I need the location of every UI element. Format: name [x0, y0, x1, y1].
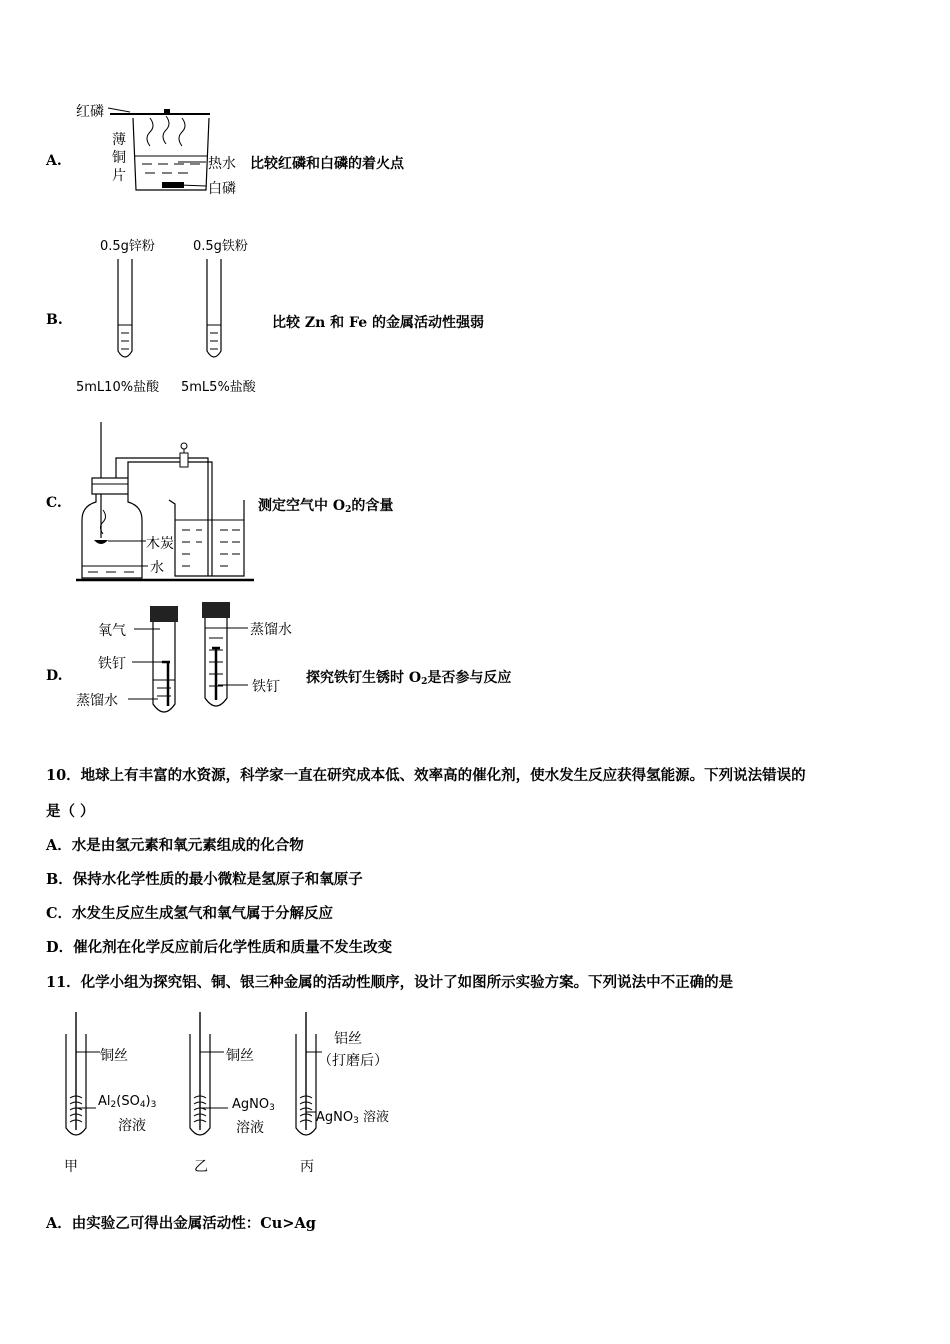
tube-jia-solution-formula: $Al_2(SO_4)_3$: [98, 1094, 157, 1110]
question-10-option-d: D．催化剂在化学反应前后化学性质和质量不发生改变: [46, 939, 393, 956]
tube-jia-wire-label: 铜丝: [100, 1048, 128, 1064]
question-10-option-a: A．水是由氢元素和氧元素组成的化合物: [46, 837, 304, 854]
label-white-phosphorus: 白磷: [208, 181, 236, 197]
tube-bing-wire-note: （打磨后）: [318, 1053, 388, 1069]
label-iron-powder: 0.5g铁粉: [193, 239, 248, 254]
label-acid-5: 5mL5%盐酸: [181, 380, 256, 395]
label-hot-water: 热水: [208, 156, 236, 172]
option-c-letter: C.: [46, 495, 62, 511]
label-charcoal: 木炭: [146, 536, 174, 552]
question-10-stem-line2: 是（ ）: [46, 803, 95, 820]
option-b-test-tubes: [110, 255, 250, 365]
option-a-description: 比较红磷和白磷的着火点: [250, 156, 404, 172]
option-d-description: 探究铁钉生锈时 $O_2$是否参与反应: [306, 670, 512, 687]
tube-bing-wire-label: 铝丝: [334, 1031, 362, 1047]
label-oxygen: 氧气: [98, 623, 126, 639]
tube-yi-solution-formula: AgNO$_3$: [232, 1097, 275, 1113]
label-distilled-water-right: 蒸馏水: [250, 622, 292, 638]
label-iron-nail-left: 铁钉: [98, 656, 126, 672]
tube-yi-wire-label: 铜丝: [226, 1048, 254, 1064]
label-distilled-water-left: 蒸馏水: [76, 693, 118, 709]
option-d-letter: D.: [46, 668, 63, 684]
question-10-option-c: C．水发生反应生成氢气和氧气属于分解反应: [46, 905, 334, 922]
option-c-description: 测定空气中 $O_2$的含量: [258, 498, 394, 515]
tube-yi-name: 乙: [194, 1159, 208, 1175]
tube-jia-name: 甲: [64, 1159, 78, 1175]
label-zinc-powder: 0.5g锌粉: [100, 239, 155, 254]
question-11-option-a: A．由实验乙可得出金属活动性：Cu>Ag: [46, 1215, 316, 1232]
option-c-apparatus: [72, 420, 262, 585]
label-water: 水: [150, 560, 164, 576]
tube-bing-name: 丙: [300, 1159, 314, 1175]
option-b-letter: B.: [46, 312, 63, 328]
question-10-stem-line1: 10．地球上有丰富的水资源，科学家一直在研究成本低、效率高的催化剂，使水发生反应获得氢能源。下列说法错误的: [46, 767, 806, 784]
tube-yi-solution-word: 溶液: [236, 1120, 264, 1136]
option-a-letter: A.: [46, 153, 62, 169]
tube-bing-solution: AgNO$_3$ 溶液: [316, 1110, 389, 1126]
tube-jia-solution-word: 溶液: [118, 1118, 146, 1134]
option-d-test-tubes: [140, 598, 250, 728]
label-iron-nail-right: 铁钉: [252, 679, 280, 695]
question-11-stem: 11．化学小组为探究铝、铜、银三种金属的活动性顺序，设计了如图所示实验方案。下列说法中不正确的是: [46, 974, 734, 991]
option-b-description: 比较 Zn 和 Fe 的金属活动性强弱: [272, 315, 484, 331]
question-10-option-b: B．保持水化学性质的最小微粒是氢原子和氧原子: [46, 871, 363, 888]
label-copper-plate: 薄 铜 片: [112, 132, 126, 184]
question-11-test-tubes: [60, 1012, 360, 1142]
label-acid-10: 5mL10%盐酸: [76, 380, 160, 395]
label-red-phosphorus: 红磷: [76, 104, 104, 120]
